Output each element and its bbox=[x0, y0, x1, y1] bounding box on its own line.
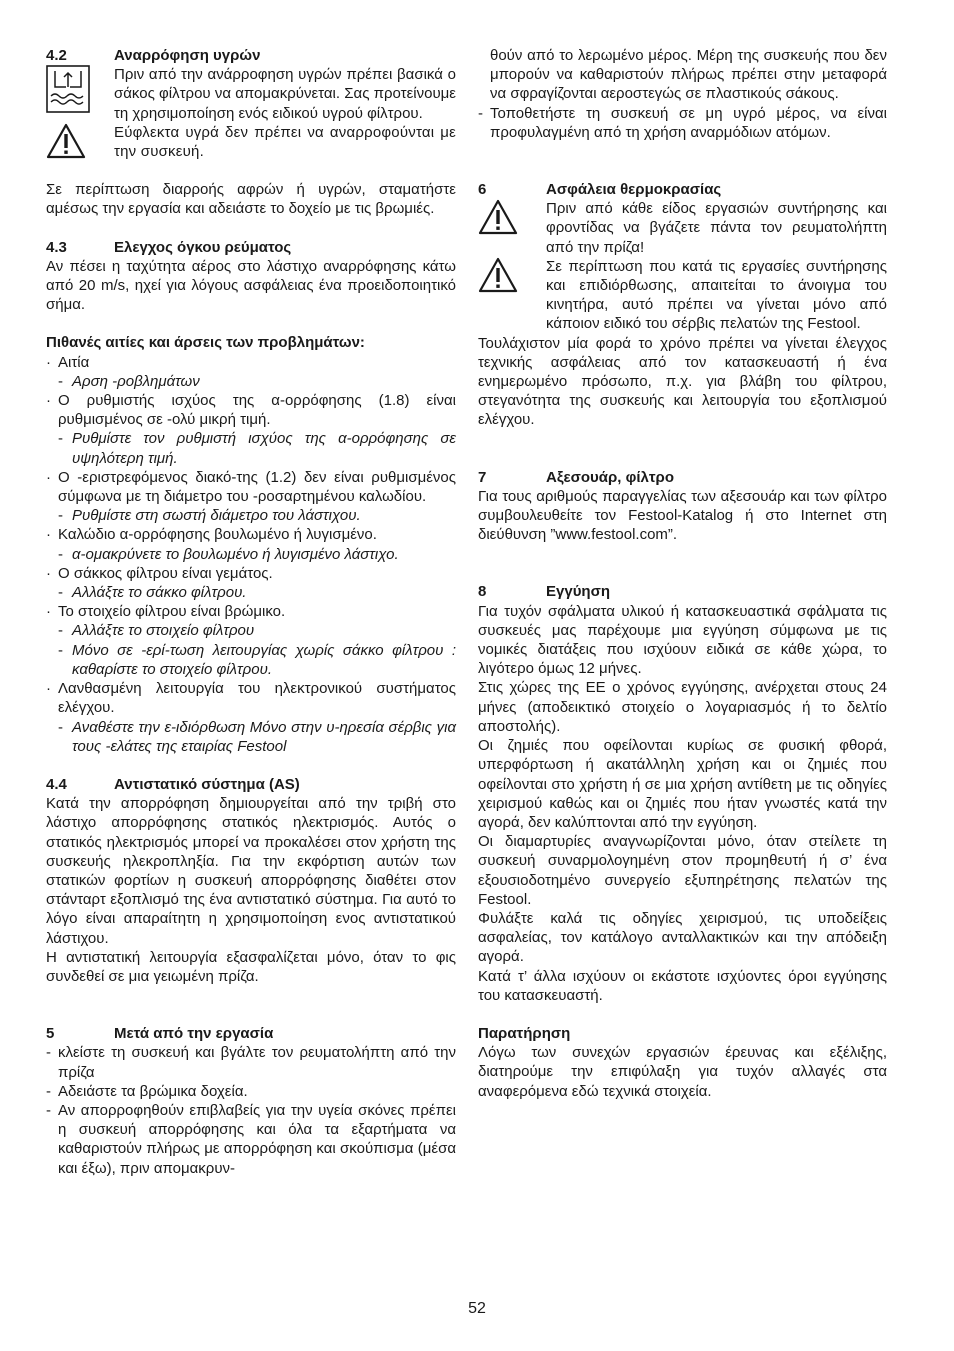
remedy-item: - Μόνο σε -ερί-τωση λειτουργίας χωρίς σάκκο φίλτρου : καθαρίστε το στοιχείο φίλτρου. bbox=[58, 641, 456, 678]
cause-item: · Αιτία bbox=[46, 353, 90, 371]
section-title: Αναρρόφηση υγρών bbox=[114, 47, 261, 64]
paragraph: Τουλάχιστον μία φορά το χρόνο πρέπει να γίνεται έλεγχος τεχνικής ασφάλειας από τον κατασκευαστή ή ένα ενημερωμένο πρόσωπο, π.χ. για βλάβη του φίλτρου, στεγανότητα της συσκευής και λειτουργία του εξοπλισμού ελέγχου. bbox=[478, 334, 887, 429]
paragraph: Η αντιστατική λειτουργία εξασφαλίζεται μόνο, όταν το φις συνδεθεί σε μια γειωμένη πρίζα. bbox=[46, 948, 456, 985]
section-title: Αντιστατικό σύστημα (AS) bbox=[114, 775, 300, 793]
right-column bbox=[478, 46, 887, 1101]
paragraph: Σε περίπτωση διαρροής αφρών ή υγρών, σταματήστε αμέσως την εργασία και αδειάστε το δοχείο με τις βρωμιές. bbox=[46, 181, 456, 218]
section-number: 4.2 bbox=[46, 47, 67, 64]
warning-icon bbox=[478, 257, 546, 293]
troubleshooting-title: Πιθανές αιτίες και άρσεις των προβλημάτων: bbox=[46, 334, 365, 352]
paragraph: Πριν από κάθε είδος εργασιών συντήρησης και φροντίδας να βγάζετε πάντα τον ρευματολήπτη από την πρίζα! bbox=[546, 200, 887, 256]
cause-item: · Το στοιχείο φίλτρου είναι βρώμικο. bbox=[46, 603, 286, 621]
wet-filter-note bbox=[46, 65, 456, 123]
section-heading bbox=[46, 1024, 456, 1043]
note-title: Παρατήρηση bbox=[478, 1024, 571, 1042]
paragraph: Σε περίπτωση που κατά τις εργασίες συντήρησης και επιδιόρθωσης, απαιτείται το άνοιγμα του κινητήρα, αυτό πρέπει να γίνεται μόνο από κάποιον ειδικό του σέρβις πελατών της Festool. bbox=[546, 257, 887, 333]
list-item: - Τοποθετήστε τη συσκευή σε μη υγρό μέρος, να είναι προφυλαγμένη από τη χρήση αναρμόδιων ατόμων. bbox=[478, 104, 887, 141]
unplug-warning bbox=[478, 199, 887, 257]
section-title: Εγγύηση bbox=[546, 583, 611, 601]
paragraph: Για τους αριθμούς παραγγελίας των αξεσουάρ και των φίλτρο συμβουλευθείτε τον Festool-Katalog ή στο Internet στη διεύθυνση ”www.festool.com”. bbox=[478, 487, 887, 544]
section-heading bbox=[46, 775, 456, 794]
cause-item: · Ο σάκκος φίλτρου είναι γεμάτος. bbox=[46, 564, 273, 582]
paragraph: Εύφλεκτα υγρά δεν πρέπει να αναρροφούνται με την συσκευή. bbox=[114, 123, 456, 161]
paragraph: Φυλάξτε καλά τις οδηγίες χειρισμού, τις υποδείξεις ασφαλείας, τον κατάλογο ανταλλακτικών και την απόδειξη αγορά. bbox=[478, 909, 887, 966]
cause-item: · Ο ρυθμιστής ισχύος της α-ορρόφησης (1.8) είναι ρυθμισμένος σε -ολύ μικρή τιμή. bbox=[46, 392, 456, 429]
section-heading bbox=[478, 468, 887, 487]
repair-warning bbox=[478, 257, 887, 334]
section-number: 4.3 bbox=[46, 238, 67, 256]
section-title: Αξεσουάρ, φίλτρο bbox=[546, 468, 674, 486]
paragraph: Κατά τ’ άλλα ισχύουν οι εκάστοτε ισχύοντες όροι εγγύησης του κατασκευαστή. bbox=[478, 967, 887, 1004]
section-title: Μετά από την εργασία bbox=[114, 1025, 274, 1043]
paragraph: Αν πέσει η ταχύτητα αέρος στο λάστιχο αναρρόφησης κάτω από 20 m/s, ηχεί για λόγους ασφάλειας ένα προειδοποιητικό σήμα. bbox=[46, 257, 456, 314]
remedy-item: - Ρυθμίστε τον ρυθμιστή ισχύος της α-ορρόφησης σε υψηλότερη τιμή. bbox=[58, 430, 456, 467]
paragraph: Για τυχόν σφάλματα υλικού ή κατασκευαστικά σφάλματα τις συσκευές μας παρέχουμε μια εγγύηση σύμφωνα με τις νομικές διατάξεις που ισχύουν ειδικά σε κάθε χώρα, το λιγότερο όμως 12 μήνες. bbox=[478, 602, 887, 678]
remedy-item: - Ρυθμίστε στη σωστή διάμετρο του λάστιχου. bbox=[58, 507, 361, 525]
section-number: 8 bbox=[478, 583, 487, 601]
cause-item: · Λανθασμένη λειτουργία του ηλεκτρονικού συστήματος ελέγχου. bbox=[46, 680, 456, 717]
paragraph: Λόγω των συνεχών εργασιών έρευνας και εξέλιξης, διατηρούμε την επιφύλαξη για τυχόν αλλαγές στα αναφερόμενα εδώ τεχνικά στοιχεία. bbox=[478, 1044, 887, 1100]
section-number: 4.4 bbox=[46, 775, 67, 793]
section-heading bbox=[478, 582, 887, 601]
paragraph: Πριν από την ανάρροφηση υγρών πρέπει βασικά ο σάκος φίλτρου να απομακρύνεται. Σας προτείνουμε τη χρησιμοποίηση ενός ειδικού υγρού φίλτρου. bbox=[114, 66, 456, 122]
wet-filter-icon bbox=[46, 65, 114, 113]
section-title: Ελεγχος όγκου ρεύματος bbox=[114, 238, 292, 256]
cause-item: · Καλώδιο α-ορρόφησης βουλωμένο ή λυγισμένο. bbox=[46, 526, 377, 544]
remedy-item: - Αλλάξτε το σάκκο φίλτρου. bbox=[58, 584, 247, 602]
section-number: 5 bbox=[46, 1025, 55, 1043]
list-item: - κλείστε τη συσκευή και βγάλτε τον ρευματολήπτη από την πρίζα bbox=[46, 1044, 456, 1081]
page-number: 52 bbox=[468, 1300, 486, 1317]
remedy-item: - Αλλάξτε το στοιχείο φίλτρου bbox=[58, 622, 255, 640]
list-item: - Αν απορροφηθούν επιβλαβείς για την υγεία σκόνες πρέπει η συσκευή απορρόφησης και όλα τα εξαρτήματα να καθαριστούν πλήρως με απορρόφηση και σκούπισμα (μέσα και έξω), πριν απομακρυν- bbox=[46, 1101, 456, 1177]
warning-icon bbox=[478, 199, 546, 235]
remedy-item: - Αναθέστε την ε-ιδιόρθωση Μόνο στην υ-ηρεσία σέρβις για τους -ελάτες της εταιρίας Festool bbox=[58, 718, 456, 755]
flammable-warning bbox=[46, 123, 456, 161]
paragraph: Κατά την απορρόφηση δημιουργείται από την τριβή στο λάστιχο απορρόφησης στατικός ηλεκτρισμός. Αυτός ο στατικός ηλεκτρισμός μπορεί να προκαλέσει στον χρήστη της συσκευής ηλεκροπληξία. Για την εκφόρτιση αυτών των στατικών φορτίων η συσκευή απορρόφησης διαθέτει στον στάνταρτ εξοπλισμό της ένα αντιστατικό σύστημα. Για αυτό το λόγο είναι απαραίτητη η χρησιμοποίηση ενος αντιστατικού λάστιχου. bbox=[46, 795, 456, 947]
remedy-item: - α-ομακρύνετε το βουλωμένο ή λυγισμένο λάστιχο. bbox=[58, 545, 399, 563]
section-title: Ασφάλεια θερμοκρασίας bbox=[546, 181, 722, 199]
section-heading bbox=[478, 180, 887, 199]
left-column bbox=[46, 46, 456, 1178]
paragraph: Οι ζημιές που οφείλονται κυρίως σε φυσική φθορά, υπερφόρτωση ή ακατάλληλη χρήση και οι ζημιές που οφείλονται στο χρήστη ή σε μια χρήση αντίθετη με τις οδηγίες χειρισμού καθώς και οι ζημιές που ήταν γνωστές κατά την αγορά, δεν καλύπτονται από την εγγύηση. bbox=[478, 737, 887, 831]
list-item-continuation: θούν από το λερωμένο μέρος. Μέρη της συσκευής που δεν μπορούν να καθαριστούν πλήρως πρέπει στην μεταφορά να σφραγίζονται αεροστεγώς σε πλαστικούς σάκους. bbox=[490, 47, 887, 103]
section-number: 6 bbox=[478, 181, 487, 199]
section-heading bbox=[46, 46, 456, 65]
list-item: - Αδειάστε τα βρώμικα δοχεία. bbox=[46, 1082, 248, 1100]
paragraph: Οι διαμαρτυρίες αναγνωρίζονται μόνο, όταν στείλετε τη συσκευή συναρμολογημένη στον προμηθευτή ή σ’ ένα εξουσιοδοτημένο συνεργείο εξυπηρέτησης πελατών της Festool. bbox=[478, 833, 887, 908]
section-heading bbox=[46, 238, 456, 257]
remedy-item: - Αρση -ροβλημάτων bbox=[58, 372, 200, 390]
section-number: 7 bbox=[478, 468, 487, 486]
paragraph: Στις χώρες της ΕΕ ο χρόνος εγγύησης, ανέρχεται στους 24 μήνες (αποδεικτικό στοιχείο ο λογαριασμός ή το δελτίο αποστολής). bbox=[478, 679, 887, 735]
cause-item: · Ο -εριστρεφόμενος διακό-της (1.2) δεν είναι ρυθμισμένος σύμφωνα με τη διάμετρο του -ροσαρτημένου καλωδίου. bbox=[46, 468, 456, 506]
warning-icon bbox=[46, 123, 114, 159]
